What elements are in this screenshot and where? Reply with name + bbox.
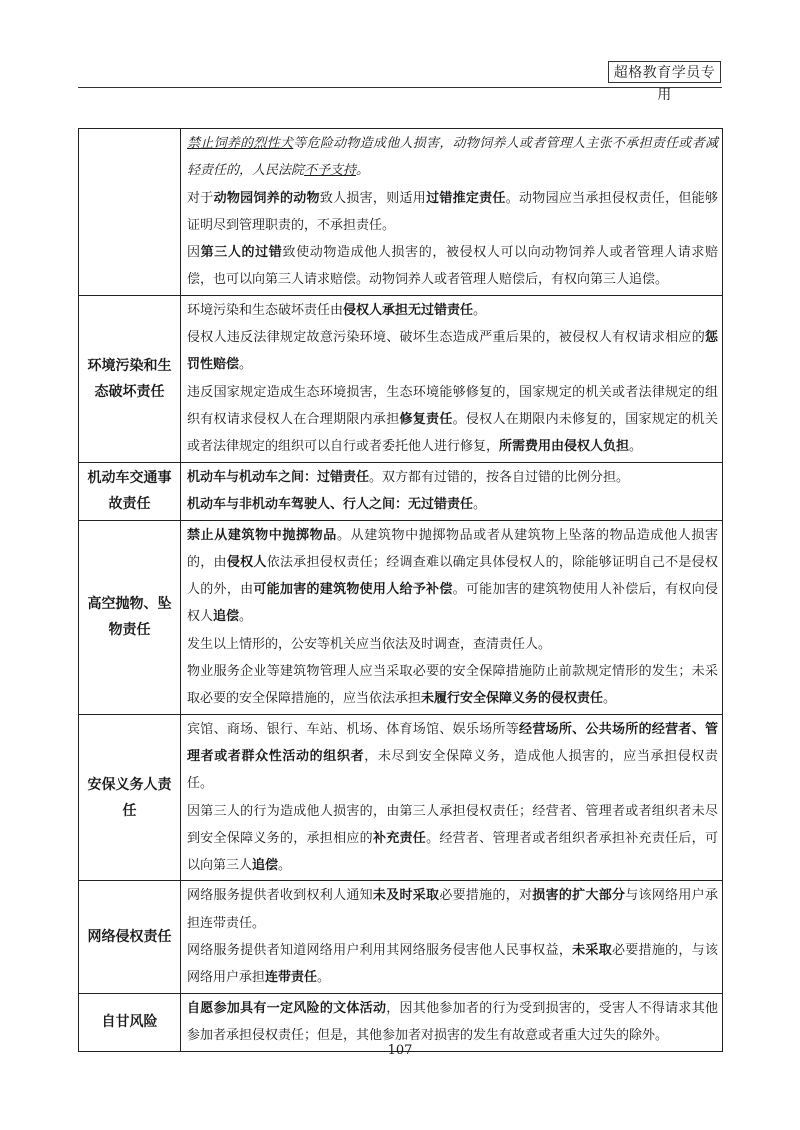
content-paragraph: [187, 464, 718, 491]
content-paragraph: [187, 522, 718, 631]
text-run: 。: [239, 609, 253, 625]
text-run: 经营场所、公共场所的经营者、管理者或者群众性活动的组织者: [187, 721, 718, 764]
row-content: [181, 129, 723, 296]
tort-liability-table: [78, 128, 723, 1052]
text-run: 惩罚性赔偿: [187, 330, 718, 373]
row-label: 机动车交通事故责任: [79, 462, 181, 520]
text-run: 宾馆、商场、银行、车站、机场、体育场馆、娱乐场所等: [187, 721, 520, 737]
content-paragraph: [187, 324, 718, 379]
content-paragraph: [187, 798, 718, 880]
text-run: ，未尽到安全保障义务，造成他人损害的，应当承担侵权责任。: [187, 748, 718, 792]
text-run: 。侵权人在期限内未修复的，国家规定的机关或者法律规定的组织可以自行或者委托他人进行修复，: [187, 411, 718, 455]
text-run: 网络服务提供者收到权利人通知: [187, 888, 373, 904]
text-run: 。: [356, 163, 370, 179]
text-run: 不予支持: [304, 163, 357, 179]
text-run: 环境污染和生态破坏责任由: [187, 302, 344, 318]
text-run: 。: [278, 858, 292, 874]
text-run: 自愿参加具有一定风险的文体活动: [187, 1000, 387, 1016]
text-run: 修复责任: [399, 411, 453, 427]
content-paragraph: [187, 491, 718, 518]
text-run: 侵权人违反法律规定故意污染环境、破坏生态造成严重后果的，被侵权人有权请求相应的: [187, 330, 705, 346]
table-row: [79, 295, 723, 462]
row-label: 安保义务人责任: [79, 714, 181, 881]
row-content: [181, 714, 723, 881]
row-label: [79, 129, 181, 296]
header-divider: [78, 87, 722, 88]
text-run: 损害的扩大部分: [532, 888, 626, 904]
table-row: [79, 129, 723, 296]
text-run: 。动物园应当承担侵权责任，但能够证明尽到管理职责的，不承担责任。: [187, 190, 718, 233]
text-run: 依法承担侵权责任；经调查难以确定具体侵权人的，除能够证明自己不是侵权人的外，由: [187, 554, 718, 598]
text-run: 追偿: [252, 858, 279, 874]
text-run: 禁止饲养的烈性犬: [187, 136, 294, 151]
text-run: 动物园饲养的动物: [213, 190, 320, 206]
text-run: 发生以上情形的，公安等机关应当依法及时调查，查清责任人。: [187, 636, 552, 652]
text-run: 违反国家规定造成生态环境损害，生态环境能够修复的，国家规定的机关或者法律规定的组织有权请求侵权人在合理期限内承担: [187, 384, 718, 427]
table-row: [79, 462, 723, 520]
table-row: [79, 520, 723, 714]
text-run: 第三人的过错: [200, 245, 283, 261]
table-row: [79, 881, 723, 993]
text-run: 必要措施的，与该网络用户承担: [187, 943, 718, 986]
text-run: 网络服务提供者知道网络用户利用其网络服务侵害他人民事权益，: [187, 943, 573, 959]
text-run: 必要措施的，对: [439, 888, 533, 904]
content-paragraph: [187, 658, 718, 713]
text-run: 侵权人: [226, 554, 267, 570]
table-body: [79, 129, 723, 1052]
table-row: [79, 714, 723, 881]
text-run: 。经营者、管理者或者组织者承担补充责任后，可以向第三人: [187, 830, 718, 874]
text-run: 所需费用由侵权人负担: [499, 439, 630, 455]
row-label: 高空抛物、坠物责任: [79, 520, 181, 714]
text-run: 。: [473, 302, 487, 318]
text-run: 对于: [187, 190, 214, 206]
text-run: 。从建筑物中抛掷物品或者从建筑物上坠落的物品造成他人损害的，由: [187, 527, 718, 570]
text-run: 补充责任: [372, 830, 427, 846]
text-run: 未采取: [572, 943, 612, 959]
text-run: 。: [629, 439, 643, 455]
text-run: 可能加害的建筑物使用人给予补偿: [253, 582, 453, 598]
text-run: 未及时采取: [372, 888, 440, 904]
content-paragraph: [187, 297, 718, 324]
content-paragraph: [187, 631, 718, 658]
text-run: 侵权人承担无过错责任: [343, 302, 474, 318]
text-run: 与该网络用户承担连带责任。: [187, 888, 718, 931]
row-content: [181, 520, 723, 714]
text-run: 禁止从建筑物中抛掷物品: [187, 527, 337, 543]
text-run: 未履行安全保障义务的侵权责任: [421, 691, 604, 707]
text-run: 物业服务企业等建筑物管理人应当采取必要的安全保障措施防止前款规定情形的发生；未采取必要的安全保障措施的，应当依法承担: [187, 664, 718, 707]
content-paragraph: [187, 379, 718, 461]
row-label: 环境污染和生态破坏责任: [79, 295, 181, 462]
text-run: 。双方都有过错的，按各自过错的比例分担。: [369, 469, 630, 485]
row-content: [181, 295, 723, 462]
text-run: 。: [317, 970, 331, 986]
content-paragraph: [187, 716, 718, 798]
text-run: 等危险动物造成他人损害，动物饲养人或者管理人主张不承担责任或者减轻责任的，人民法院: [187, 136, 718, 179]
content-paragraph: [187, 995, 718, 1050]
text-run: ，因其他参加者的行为受到损害的，受害人不得请求其他参加者承担侵权责任；但是，其他参加者对损害的发生有故意或者重大过失的除外。: [187, 1000, 718, 1044]
text-run: 致使动物造成他人损害的，被侵权人可以向动物饲养人或者管理人请求赔偿，也可以向第三人请求赔偿。动物饲养人或者管理人赔偿后，有权向第三人追偿。: [187, 245, 718, 288]
content-paragraph: [187, 239, 718, 294]
text-run: 机动车与非机动车驾驶人、行人之间：无过错责任: [187, 497, 474, 513]
text-run: 致人损害，则适用: [319, 190, 427, 206]
content-paragraph: [187, 937, 718, 992]
content-paragraph: [187, 185, 718, 240]
content-paragraph: [187, 130, 718, 185]
text-run: 过错推定责任: [426, 190, 506, 206]
text-run: 机动车与机动车之间：过错责任: [187, 469, 370, 485]
text-run: 因: [187, 245, 201, 261]
row-label: 网络侵权责任: [79, 881, 181, 993]
page-number: 107: [387, 1043, 413, 1058]
text-run: 。: [239, 357, 253, 373]
text-run: 追偿: [213, 609, 240, 625]
row-label: 自甘风险: [79, 993, 181, 1051]
row-content: [181, 462, 723, 520]
text-run: 连带责任: [265, 970, 318, 986]
text-run: 因第三人的行为造成他人损害的，由第三人承担侵权责任；经营者、管理者或者组织者未尽到安全保障义务的，承担相应的: [187, 803, 718, 846]
text-run: 。可能加害的建筑物使用人补偿后，有权向侵权人: [187, 582, 718, 625]
text-run: 。: [473, 497, 487, 513]
content-paragraph: [187, 882, 718, 937]
text-run: 。: [603, 691, 617, 707]
header-tag: 超格教育学员专用: [608, 61, 721, 83]
row-content: [181, 881, 723, 993]
